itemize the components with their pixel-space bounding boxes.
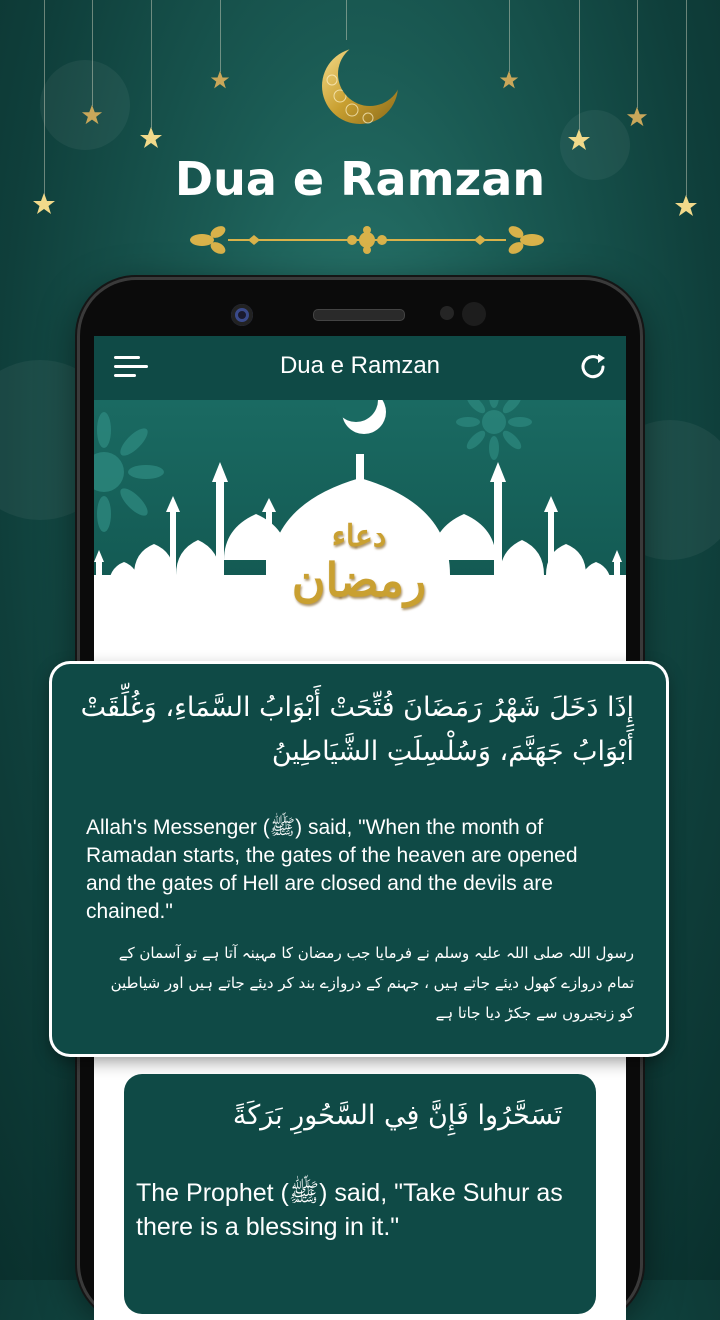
dua-english-translation: Allah's Messenger (ﷺ) said, "When the month of Ramadan starts, the gates of the heaven are opened and the gates of Hell are closed and the devils are chained." [86,816,578,923]
hanging-string [220,0,221,72]
camera-lens [231,304,253,326]
star-icon [210,70,230,94]
promo-title: Dua e Ramzan [174,152,546,206]
dua-urdu-translation: رسول اللہ صلی اللہ علیہ وسلم نے فرمایا جب رمضان کا مہینہ آتا ہے تو آسمان کے تمام دروازے کھول دیئے جاتے ہیں ، جہنم کے دروازے بند کر دیئے جاتے ہیں اور شیاطین کو زنجیروں سے جکڑ دیا جاتا ہے [110,944,634,1022]
star-icon [626,106,648,132]
hanging-string [151,0,152,128]
earpiece-speaker [313,309,405,321]
ornament-divider [188,222,546,262]
hanging-string [579,0,580,130]
star-icon [81,104,103,130]
hanging-string [637,0,638,108]
app-bar [94,336,626,400]
mosque-banner [94,400,626,662]
dua-card[interactable] [124,1074,596,1314]
hanging-string [346,0,347,40]
hanging-string [92,0,93,106]
crescent-moon-icon [318,38,402,134]
proximity-sensor [440,306,454,320]
dua-arabic-text: تَسَحَّرُوا فَإِنَّ فِي السَّحُورِ بَرَكَةً [232,1100,562,1131]
star-icon [499,70,519,94]
dua-card[interactable] [52,664,666,1054]
app-title: Dua e Ramzan [279,352,441,379]
dua-arabic-text: إِذَا دَخَلَ شَهْرُ رَمَضَانَ فُتِّحَتْ أَبْوَابُ السَّمَاءِ، وَغُلِّقَتْ أَبْوَابُ جَهَنَّمَ، وَسُلْسِلَتِ الشَّيَاطِينُ [80,692,634,767]
ramzan-calligraphy-logo: دعاء رمضان [291,519,427,607]
refresh-icon[interactable] [576,350,610,384]
star-icon [139,126,163,154]
hanging-string [509,0,510,72]
dua-english-translation: The Prophet (ﷺ) said, "Take Suhur as there is a blessing in it." [136,1179,563,1241]
front-sensor [462,302,486,326]
